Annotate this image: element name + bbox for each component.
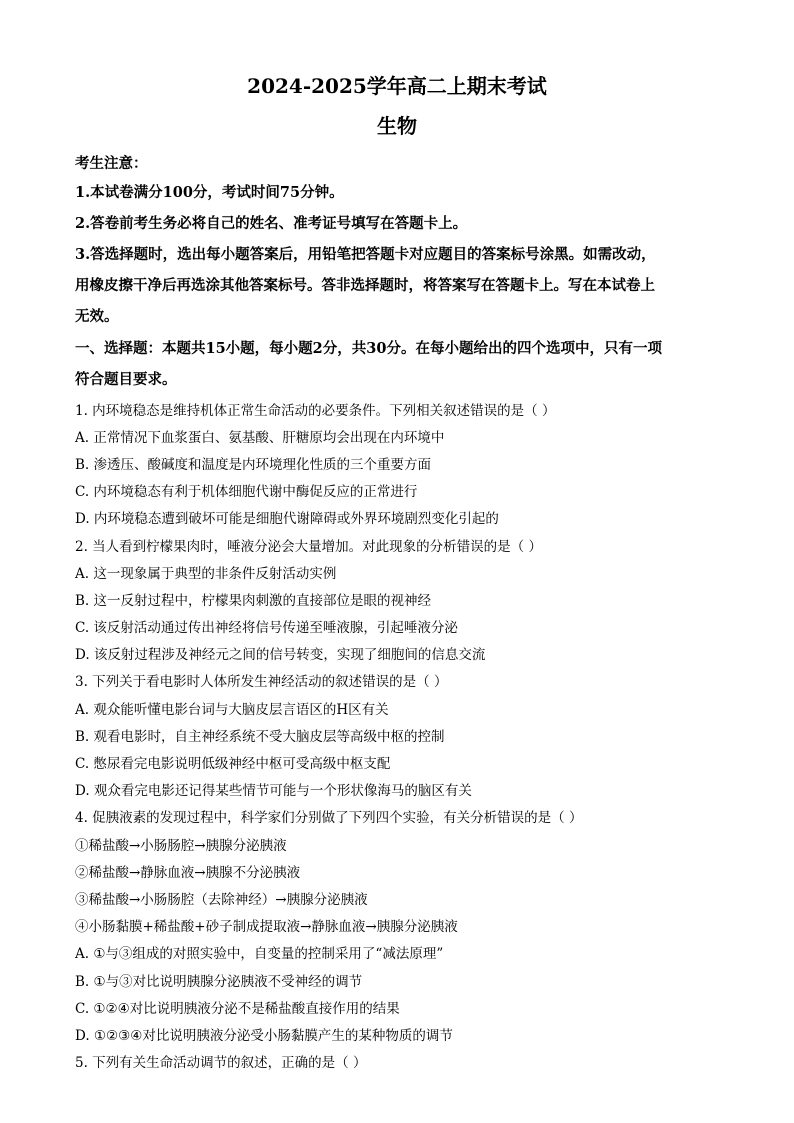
question-4-experiment-4: ④小肠黏膜+稀盐酸+砂子制成提取液→静脉血液→胰腺分泌胰液 (75, 919, 458, 935)
question-4-experiment-2: ②稀盐酸→静脉血液→胰腺不分泌胰液 (75, 865, 301, 881)
question-1-option-a: A. 正常情况下血浆蛋白、氨基酸、肝糖原均会出现在内环境中 (75, 430, 445, 446)
question-4-stem: 4. 促胰液素的发现过程中，科学家们分别做了下列四个实验，有关分析错误的是（ ） (75, 810, 583, 826)
notice-item-3-line-3: 无效。 (75, 308, 119, 325)
question-1-option-b: B. 渗透压、酸碱度和温度是内环境理化性质的三个重要方面 (75, 457, 432, 473)
question-1-option-c: C. 内环境稳态有利于机体细胞代谢中酶促反应的正常进行 (75, 484, 418, 500)
section-heading-line-2: 符合题目要求。 (75, 371, 177, 388)
question-3-option-d: D. 观众看完电影还记得某些情节可能与一个形状像海马的脑区有关 (75, 783, 472, 799)
question-3-option-c: C. 憋尿看完电影说明低级神经中枢可受高级中枢支配 (75, 756, 391, 772)
question-3-option-b: B. 观看电影时，自主神经系统不受大脑皮层等高级中枢的控制 (75, 729, 445, 745)
question-2-stem: 2. 当人看到柠檬果肉时，唾液分泌会大量增加。对此现象的分析错误的是（ ） (75, 539, 542, 555)
question-2-option-a: A. 这一现象属于典型的非条件反射活动实例 (75, 566, 337, 582)
notice-item-2: 2.答卷前考生务必将自己的姓名、准考证号填写在答题卡上。 (75, 215, 468, 232)
question-5-stem: 5. 下列有关生命活动调节的叙述，正确的是（ ） (75, 1055, 367, 1071)
question-3-option-a: A. 观众能听懂电影台词与大脑皮层言语区的H区有关 (75, 702, 389, 718)
question-4-option-b: B. ①与③对比说明胰腺分泌胰液不受神经的调节 (75, 974, 363, 990)
question-3-stem: 3. 下列关于看电影时人体所发生神经活动的叙述错误的是（ ） (75, 674, 448, 690)
question-4-option-d: D. ①②③④对比说明胰液分泌受小肠黏膜产生的某种物质的调节 (75, 1028, 453, 1044)
question-1-option-d: D. 内环境稳态遭到破坏可能是细胞代谢障碍或外界环境剧烈变化引起的 (75, 511, 499, 527)
notice-heading: 考生注意： (75, 155, 148, 172)
question-2-option-d: D. 该反射过程涉及神经元之间的信号转变，实现了细胞间的信息交流 (75, 647, 486, 663)
notice-item-3-line-2: 用橡皮擦干净后再选涂其他答案标号。答非选择题时，将答案写在答题卡上。写在本试卷上 (75, 277, 655, 294)
question-2-option-b: B. 这一反射过程中，柠檬果肉刺激的直接部位是眼的视神经 (75, 593, 432, 609)
question-4-option-a: A. ①与③组成的对照实验中，自变量的控制采用了“减法原理” (75, 946, 444, 962)
section-heading-line-1: 一、选择题：本题共15小题，每小题2分，共30分。在每小题给出的四个选项中，只有一项 (75, 340, 662, 357)
question-4-experiment-3: ③稀盐酸→小肠肠腔（去除神经）→胰腺分泌胰液 (75, 892, 368, 908)
exam-title: 2024-2025学年高二上期末考试 (247, 74, 547, 98)
subject-title: 生物 (377, 114, 417, 138)
question-4-option-c: C. ①②④对比说明胰液分泌不是稀盐酸直接作用的结果 (75, 1001, 400, 1017)
notice-item-3-line-1: 3.答选择题时，选出每小题答案后，用铅笔把答题卡对应题目的答案标号涂黑。如需改动， (75, 246, 656, 263)
question-4-experiment-1: ①稀盐酸→小肠肠腔→胰腺分泌胰液 (75, 838, 287, 854)
notice-item-1: 1.本试卷满分100分，考试时间75分钟。 (75, 184, 344, 201)
question-2-option-c: C. 该反射活动通过传出神经将信号传递至唾液腺，引起唾液分泌 (75, 620, 458, 636)
question-1-stem: 1. 内环境稳态是维持机体正常生命活动的必要条件。下列相关叙述错误的是（ ） (75, 403, 556, 419)
